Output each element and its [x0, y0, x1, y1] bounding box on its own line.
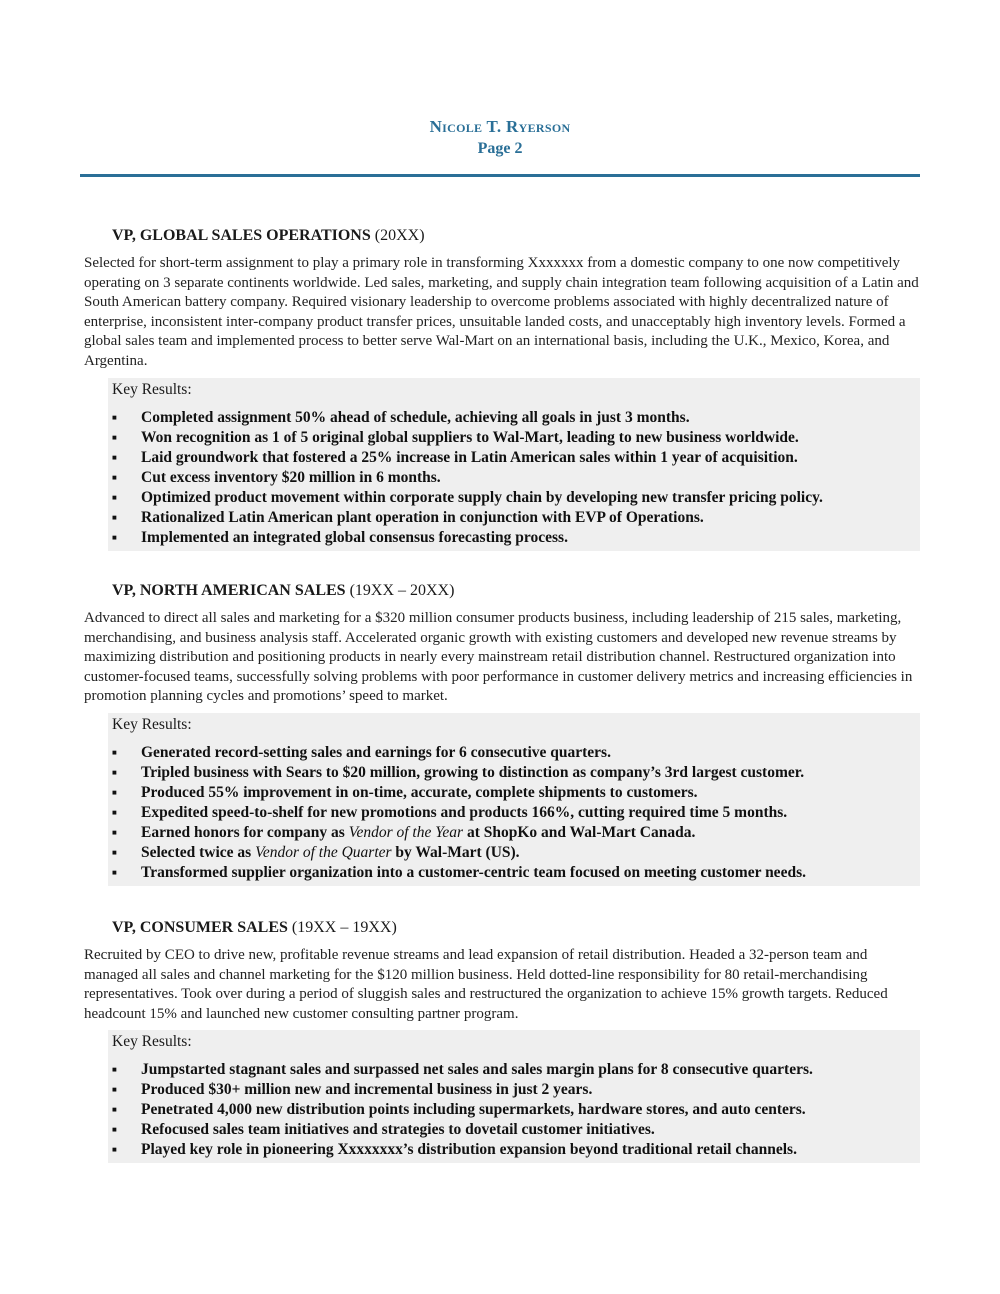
- list-item: ■ Laid groundwork that fostered a 25% increase in Latin American sales within 1 year of acquisition.: [112, 448, 910, 468]
- list-item: ■ Cut excess inventory $20 million in 6 months.: [112, 468, 910, 488]
- list-item: ■ Played key role in pioneering Xxxxxxxx’s distribution expansion beyond traditional retail channels.: [112, 1140, 910, 1160]
- job-section-north-american-sales: [84, 581, 920, 886]
- list-item: ■ Selected twice as Vendor of the Quarter by Wal-Mart (US).: [112, 843, 910, 863]
- page-header: [0, 116, 1000, 160]
- job-title-line: [112, 918, 920, 938]
- key-results-label: Key Results:: [112, 380, 192, 398]
- job-title: VP, CONSUMER SALES: [112, 919, 288, 936]
- list-item: ■ Earned honors for company as Vendor of the Year at ShopKo and Wal-Mart Canada.: [112, 823, 910, 843]
- job-description: Recruited by CEO to drive new, profitable revenue streams and lead expansion of retail distribution. Headed a 32-person team and managed all sales and channel marketing for the $120 million business. Held dotted-line responsibility for 80 retail-merchandising representatives. Took over during a period of sluggish sales and restructured the organization to achieve 15% growth targets. Reduced headcount 15% and launched new customer consulting partner program.: [84, 947, 888, 1022]
- key-results-label: Key Results:: [112, 715, 192, 733]
- list-item: ■ Jumpstarted stagnant sales and surpassed net sales and sales margin plans for 8 consecutive quarters.: [112, 1060, 910, 1080]
- award-name: Vendor of the Quarter: [255, 843, 392, 861]
- job-dates: (19XX – 20XX): [349, 582, 455, 599]
- key-results-list: [112, 743, 910, 883]
- header-divider: [80, 174, 920, 177]
- job-dates: (20XX): [374, 227, 425, 244]
- list-item: ■ Implemented an integrated global consensus forecasting process.: [112, 528, 910, 548]
- list-item: ■ Expedited speed-to-shelf for new promotions and products 166%, cutting required time 5 months.: [112, 803, 910, 823]
- key-results-box: [108, 1030, 920, 1163]
- list-item: ■ Won recognition as 1 of 5 original global suppliers to Wal-Mart, leading to new business worldwide.: [112, 428, 910, 448]
- job-title: VP, NORTH AMERICAN SALES: [112, 582, 346, 599]
- candidate-name: Nicole T. Ryerson: [429, 117, 571, 136]
- key-results-list: [112, 1060, 910, 1160]
- list-item: ■ Tripled business with Sears to $20 million, growing to distinction as company’s 3rd largest customer.: [112, 763, 910, 783]
- job-title-line: [112, 581, 920, 601]
- job-description: Selected for short-term assignment to play a primary role in transforming Xxxxxxx from a domestic company to one now competitively operating on 3 separate continents worldwide. Led sales, marketing, and supply chain integration team following acquisition of a Latin and South American battery company. Required visionary leadership to overcome problems associated with highly decentralized nature of enterprise, inconsistent inter-company product transfer prices, unsuitable landed costs, and unacceptably high inventory levels. Formed a global sales team and implemented process to better serve Wal-Mart on an international basis, including the U.K., Mexico, Korea, and Argentina.: [84, 255, 919, 369]
- job-description: Advanced to direct all sales and marketing for a $320 million consumer products business, including leadership of 215 sales, marketing, merchandising, and business analysis staff. Accelerated organic growth with existing customers and developed new revenue streams by maximizing distribution and positioning products in nearly every mainstream retail distribution channel. Restructured organization into customer-focused teams, successfully solving problems with poor performance in customer delivery metrics and increasing efficiencies in promotion planning cycles and promotions’ speed to market.: [84, 610, 913, 705]
- award-name: Vendor of the Year: [348, 823, 464, 841]
- list-item: ■ Rationalized Latin American plant operation in conjunction with EVP of Operations.: [112, 508, 910, 528]
- list-item: ■ Optimized product movement within corporate supply chain by developing new transfer pricing policy.: [112, 488, 910, 508]
- job-section-global-sales: [84, 226, 920, 551]
- list-item: ■ Refocused sales team initiatives and strategies to dovetail customer initiatives.: [112, 1120, 910, 1140]
- list-item: ■ Generated record-setting sales and earnings for 6 consecutive quarters.: [112, 743, 910, 763]
- key-results-box: [108, 378, 920, 551]
- key-results-label: Key Results:: [112, 1033, 192, 1051]
- list-item: ■ Produced $30+ million new and incremental business in just 2 years.: [112, 1080, 910, 1100]
- list-item: ■ Produced 55% improvement in on-time, accurate, complete shipments to customers.: [112, 783, 910, 803]
- list-item: ■ Completed assignment 50% ahead of schedule, achieving all goals in just 3 months.: [112, 408, 910, 428]
- job-title-line: [112, 226, 920, 246]
- page-number: Page 2: [477, 140, 523, 157]
- key-results-list: [112, 408, 910, 548]
- job-dates: (19XX – 19XX): [291, 919, 397, 936]
- job-title: VP, GLOBAL SALES OPERATIONS: [112, 227, 371, 244]
- list-item: ■ Penetrated 4,000 new distribution points including supermarkets, hardware stores, and auto centers.: [112, 1100, 910, 1120]
- job-section-consumer-sales: [84, 918, 920, 1163]
- list-item: ■ Transformed supplier organization into a customer-centric team focused on meeting customer needs.: [112, 863, 910, 883]
- key-results-box: [108, 713, 920, 886]
